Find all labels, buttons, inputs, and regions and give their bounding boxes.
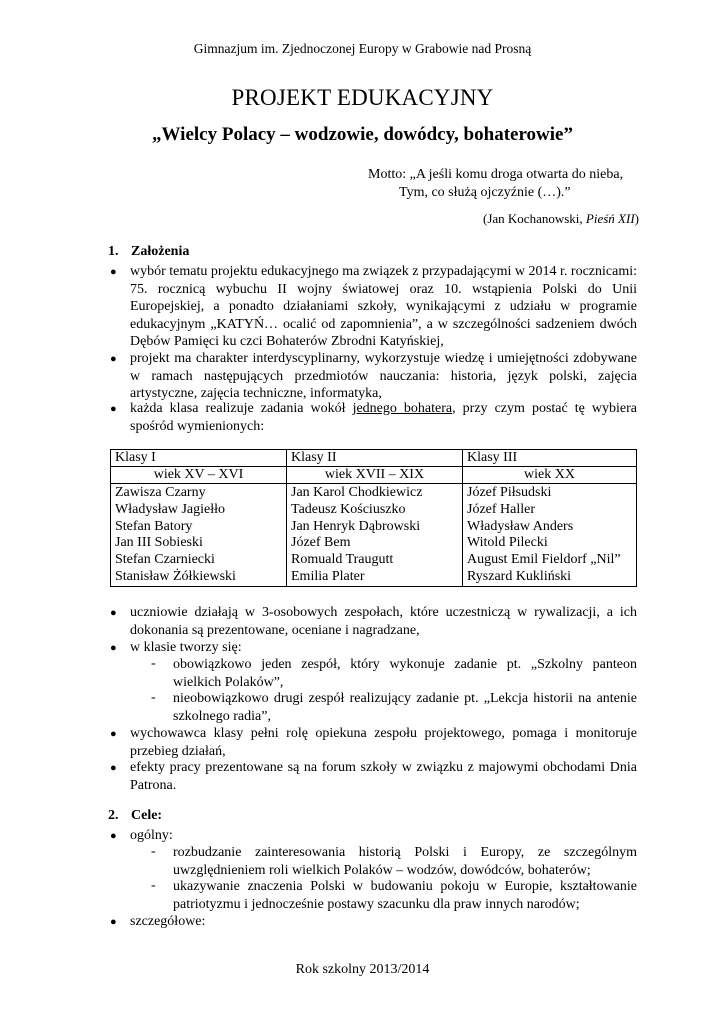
- section-2-number: 2.: [108, 808, 119, 823]
- assumption-bullet-2: projekt ma charakter interdyscyplinarny, wykorzystuje wiedzę i umiejętności zdobywane w ramach następujących przedmiotów nauczania: historia, język polski, zajęcia artystyczne, zajęcia techniczne, informatyka,: [130, 351, 637, 402]
- table-cell: Stefan Batory: [115, 518, 193, 534]
- table-cell: Ryszard Kukliński: [467, 568, 572, 584]
- project-subtitle: „Wielcy Polacy – wodzowie, dowódcy, bohaterowie”: [152, 124, 573, 145]
- section-2-title: Cele:: [131, 808, 163, 823]
- table-cell: Stefan Czarniecki: [115, 552, 215, 568]
- table-cell: Jan Henryk Dąbrowski: [291, 518, 421, 534]
- heroes-list-class-2: [287, 484, 463, 587]
- table-cell: Jan Karol Chodkiewicz: [291, 485, 423, 500]
- dash-icon: -: [151, 656, 156, 671]
- motto-line-1: Motto: „A jeśli komu droga otwarta do nieba,: [368, 167, 624, 182]
- dash-icon: -: [151, 844, 156, 859]
- heroes-table: [110, 449, 637, 587]
- bullet-icon: ●: [110, 607, 117, 619]
- table-cell: Władysław Jagiełło: [115, 501, 226, 517]
- school-year-footer: Rok szkolny 2013/2014: [295, 962, 430, 977]
- bullet-icon: ●: [110, 266, 117, 278]
- dash-icon: -: [151, 878, 156, 893]
- organization-bullet-2: w klasie tworzy się:: [130, 640, 242, 655]
- era-class-1: wiek XV – XVI: [111, 467, 287, 484]
- motto-line-2: Tym, co służą ojczyźnie (…).”: [399, 185, 571, 200]
- motto-attribution: (Jan Kochanowski, Pieśń XII): [483, 211, 639, 226]
- goal-detailed-label: szczegółowe:: [130, 914, 206, 929]
- section-1-number: 1.: [108, 244, 119, 259]
- bullet-icon: ●: [110, 830, 117, 842]
- table-header-class-3: Klasy III: [463, 450, 637, 467]
- table-cell: Zawisza Czarny: [115, 485, 206, 500]
- team-task-mandatory: obowiązkowo jeden zespół, który wykonuje zadanie pt. „Szkolny panteon wielkich Polaków”,: [173, 657, 637, 690]
- table-cell: Tadeusz Kościuszko: [291, 501, 406, 517]
- table-cell: Witold Pilecki: [467, 535, 548, 551]
- section-1-title: Założenia: [131, 244, 190, 259]
- organization-bullet-3: wychowawca klasy pełni rolę opiekuna zespołu projektowego, pomaga i monitoruje przebieg działań,: [130, 726, 637, 759]
- bullet-icon: ●: [110, 762, 117, 774]
- table-cell: Romuald Traugutt: [291, 552, 394, 568]
- table-cell: Jan III Sobieski: [115, 535, 203, 551]
- bullet-icon: ●: [110, 916, 117, 928]
- organization-bullet-1: uczniowie działają w 3-osobowych zespołach, które uczestniczą w rywalizacji, a ich dokonania są prezentowane, oceniane i nagradzane,: [130, 605, 637, 638]
- era-class-3: wiek XX: [463, 467, 637, 484]
- bullet-icon: ●: [110, 728, 117, 740]
- table-cell: Józef Bem: [291, 535, 351, 551]
- table-cell: Stanisław Żółkiewski: [115, 568, 236, 584]
- bullet-icon: ●: [110, 403, 117, 415]
- table-cell: Józef Haller: [467, 501, 536, 517]
- table-header-class-1: Klasy I: [111, 450, 287, 467]
- bullet-icon: ●: [110, 642, 117, 654]
- heroes-list-class-3: [463, 484, 637, 587]
- table-cell: Emilia Plater: [291, 568, 365, 584]
- table-header-class-2: Klasy II: [287, 450, 463, 467]
- table-cell: August Emil Fieldorf „Nil”: [467, 552, 621, 568]
- organization-bullet-4: efekty pracy prezentowane są na forum szkoły w związku z majowymi obchodami Dnia Patrona.: [130, 760, 637, 793]
- assumption-bullet-3: każda klasa realizuje zadania wokół jednego bohatera, przy czym postać tę wybiera spośród wymienionych:: [130, 401, 637, 434]
- table-cell: Władysław Anders: [467, 518, 574, 534]
- assumption-bullet-1: wybór tematu projektu edukacyjnego ma związek z przypadającymi w 2014 r. rocznicami: 75. rocznicą wybuchu II wojny światowej oraz 10. wstąpienia Polski do Unii Europejskiej, a ponadto działaniami szkoły, wynikającymi z udziału w programie edukacyjnym „KATYŃ… ocalić od zapomnienia”, a w szczególności sadzeniem dwóch Dębów Pamięci ku czci Bohaterów Zbrodni Katyńskiej,: [130, 264, 637, 350]
- team-task-optional: nieobowiązkowo drugi zespół realizujący zadanie pt. „Lekcja historii na antenie szkolnego radia”,: [173, 691, 637, 724]
- school-header: Gimnazjum im. Zjednoczonej Europy w Grabowie nad Prosną: [193, 41, 532, 56]
- goal-general-2: ukazywanie znaczenia Polski w budowaniu pokoju w Europie, kształtowanie patriotyzmu i jednocześnie postawy szacunku dla praw innych narodów;: [173, 879, 637, 912]
- dash-icon: -: [151, 690, 156, 705]
- table-cell: Józef Piłsudski: [467, 485, 552, 500]
- document-title: PROJEKT EDUKACYJNY: [231, 85, 494, 110]
- bullet-icon: ●: [110, 353, 117, 365]
- era-class-2: wiek XVII – XIX: [287, 467, 463, 484]
- goal-general-label: ogólny:: [130, 828, 173, 843]
- heroes-list-class-1: [111, 484, 287, 587]
- goal-general-1: rozbudzanie zainteresowania historią Polski i Europy, ze szczególnym uwzględnieniem roli wielkich Polaków – wodzów, dowódców, bohaterów;: [173, 845, 637, 878]
